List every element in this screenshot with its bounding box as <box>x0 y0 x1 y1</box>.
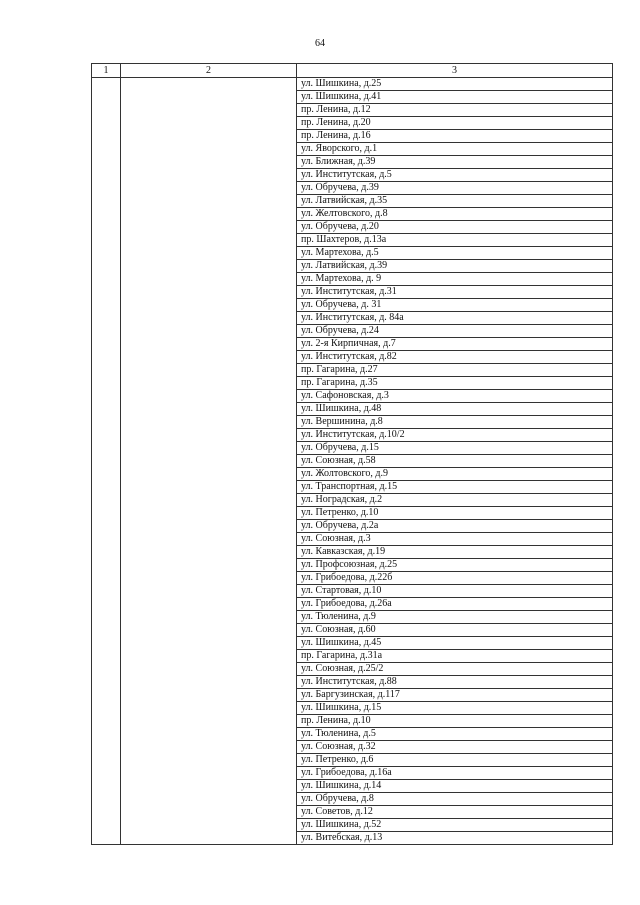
address-cell: ул. Союзная, д.60 <box>297 624 613 637</box>
column-1-cell <box>92 78 121 845</box>
address-cell: ул. Грибоедова, д.26а <box>297 598 613 611</box>
column-header-3: 3 <box>297 64 613 78</box>
address-cell: ул. Обручева, д.39 <box>297 182 613 195</box>
address-cell: ул. Шишкина, д.25 <box>297 78 613 91</box>
page-number: 64 <box>315 38 325 49</box>
address-cell: ул. Институтская, д.10/2 <box>297 429 613 442</box>
address-cell: ул. Латвийская, д.39 <box>297 260 613 273</box>
address-cell: ул. Обручева, д.2а <box>297 520 613 533</box>
address-cell: ул. Обручева, д. 31 <box>297 299 613 312</box>
address-cell: ул. Мартехова, д. 9 <box>297 273 613 286</box>
address-cell: ул. Латвийская, д.35 <box>297 195 613 208</box>
address-cell: ул. Желтовского, д.8 <box>297 208 613 221</box>
address-cell: ул. Шишкина, д.52 <box>297 819 613 832</box>
address-cell: ул. Союзная, д.58 <box>297 455 613 468</box>
address-cell: ул. Сафоновская, д.3 <box>297 390 613 403</box>
address-cell: ул. Шишкина, д.41 <box>297 91 613 104</box>
address-cell: ул. Мартехова, д.5 <box>297 247 613 260</box>
address-cell: ул. Яворского, д.1 <box>297 143 613 156</box>
address-cell: пр. Ленина, д.16 <box>297 130 613 143</box>
column-2-cell <box>121 78 297 845</box>
address-cell: пр. Ленина, д.12 <box>297 104 613 117</box>
address-cell: пр. Ленина, д.20 <box>297 117 613 130</box>
address-cell: ул. Грибоедова, д.16а <box>297 767 613 780</box>
address-cell: ул. Транспортная, д.15 <box>297 481 613 494</box>
address-cell: ул. Институтская, д.5 <box>297 169 613 182</box>
column-header-1: 1 <box>92 64 121 78</box>
address-cell: ул. Ноградская, д.2 <box>297 494 613 507</box>
address-cell: ул. Шишкина, д.14 <box>297 780 613 793</box>
address-cell: ул. Союзная, д.3 <box>297 533 613 546</box>
address-cell: ул. Институтская, д.31 <box>297 286 613 299</box>
address-cell: ул. Тюленина, д.9 <box>297 611 613 624</box>
address-cell: ул. 2-я Кирпичная, д.7 <box>297 338 613 351</box>
address-cell: ул. Шишкина, д.48 <box>297 403 613 416</box>
table-row <box>92 78 613 91</box>
address-cell: ул. Баргузинская, д.117 <box>297 689 613 702</box>
address-cell: ул. Союзная, д.25/2 <box>297 663 613 676</box>
address-cell: ул. Институтская, д. 84а <box>297 312 613 325</box>
address-cell: ул. Шишкина, д.15 <box>297 702 613 715</box>
address-cell: пр. Гагарина, д.27 <box>297 364 613 377</box>
address-table <box>91 63 613 845</box>
address-cell: ул. Петренко, д.10 <box>297 507 613 520</box>
address-cell: ул. Стартовая, д.10 <box>297 585 613 598</box>
address-cell: пр. Гагарина, д.31а <box>297 650 613 663</box>
address-cell: ул. Институтская, д.88 <box>297 676 613 689</box>
address-cell: ул. Советов, д.12 <box>297 806 613 819</box>
address-cell: пр. Шахтеров, д.13а <box>297 234 613 247</box>
address-cell: ул. Профсоюзная, д.25 <box>297 559 613 572</box>
address-cell: пр. Гагарина, д.35 <box>297 377 613 390</box>
address-cell: ул. Вершинина, д.8 <box>297 416 613 429</box>
address-cell: ул. Кавказская, д.19 <box>297 546 613 559</box>
address-cell: ул. Союзная, д.32 <box>297 741 613 754</box>
address-cell: ул. Тюленина, д.5 <box>297 728 613 741</box>
address-cell: пр. Ленина, д.10 <box>297 715 613 728</box>
address-cell: ул. Шишкина, д.45 <box>297 637 613 650</box>
address-cell: ул. Обручева, д.8 <box>297 793 613 806</box>
table-body <box>92 78 613 845</box>
address-cell: ул. Обручева, д.20 <box>297 221 613 234</box>
address-cell: ул. Витебская, д.13 <box>297 832 613 845</box>
address-cell: ул. Грибоедова, д.22б <box>297 572 613 585</box>
address-cell: ул. Жолтовского, д.9 <box>297 468 613 481</box>
header-row <box>92 64 613 78</box>
address-cell: ул. Институтская, д.82 <box>297 351 613 364</box>
address-cell: ул. Петренко, д.6 <box>297 754 613 767</box>
column-header-2: 2 <box>121 64 297 78</box>
address-cell: ул. Ближная, д.39 <box>297 156 613 169</box>
address-cell: ул. Обручева, д.24 <box>297 325 613 338</box>
address-cell: ул. Обручева, д.15 <box>297 442 613 455</box>
